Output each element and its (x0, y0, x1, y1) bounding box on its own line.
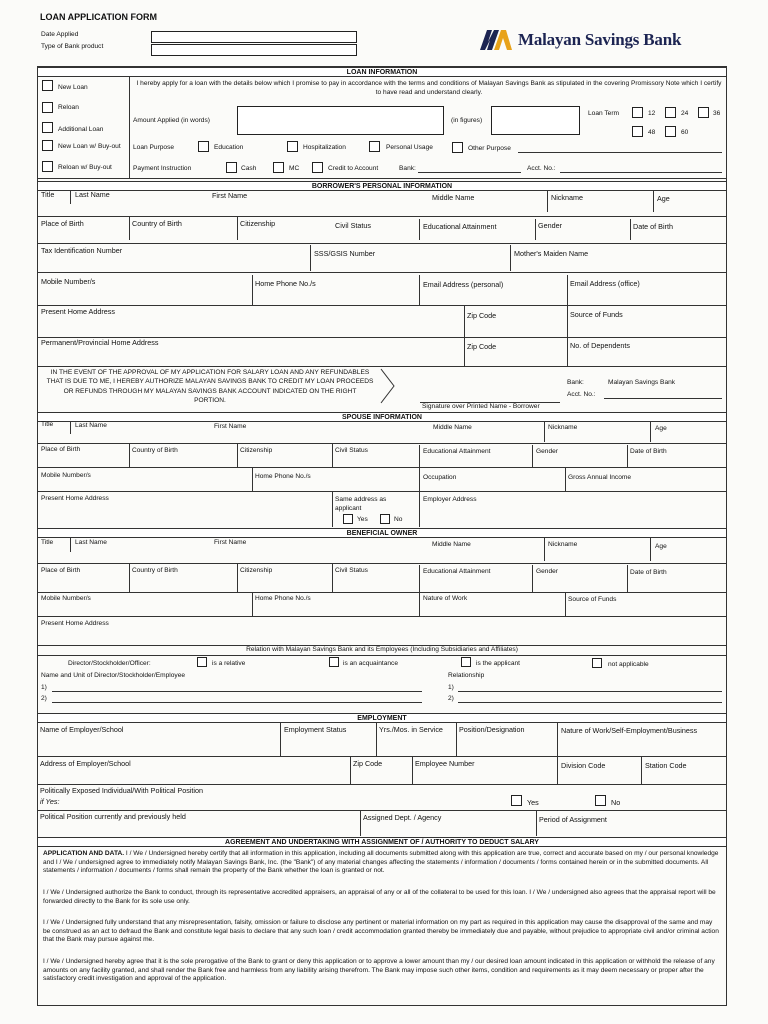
payment-bank-line[interactable] (418, 172, 521, 173)
purpose-hospitalization-checkbox[interactable] (287, 141, 298, 152)
divider (567, 275, 568, 305)
borrower-sss: SSS/GSIS Number (314, 249, 376, 258)
reloan-buyout-checkbox[interactable] (42, 161, 53, 172)
beneficial-citizenship: Citizenship (240, 567, 273, 574)
agreement-p1-heading: APPLICATION AND DATA. (43, 850, 125, 857)
agreement-paragraph-3: I / We / Undersigned fully understand that any misrepresentation, falsity, omission or failure to disclose any pertinent or material information on my part as required in this application may cause the disapproval of the same and may be construed as an act to defraud the Bank and constitute legal basis to declare that any such loan / credit accommodation granted thereby be immediately due and payable, without prejudice to appropriate civil and/or criminal action that the Bank may pursue against me. (43, 919, 719, 944)
divider (627, 565, 628, 592)
applicant-checkbox[interactable] (461, 657, 471, 667)
divider (510, 245, 511, 271)
authorization-text (40, 368, 380, 405)
borrower-place-birth: Place of Birth (41, 219, 84, 228)
borrower-education: Educational Attainment (423, 222, 497, 231)
beneficial-country-birth: Country of Birth (132, 567, 178, 574)
divider (376, 723, 377, 756)
form-title: LOAN APPLICATION FORM (40, 12, 157, 22)
payment-mc-checkbox[interactable] (273, 162, 284, 173)
borrower-present-address: Present Home Address (41, 307, 115, 316)
date-applied-field[interactable] (151, 31, 357, 43)
borrower-permanent-address: Permanent/Provincial Home Address (41, 338, 159, 347)
spouse-country-birth: Country of Birth (132, 447, 178, 454)
signature-label: Signature over Printed Name - Borrower (422, 403, 540, 410)
payment-acct-label: Acct. No.: (527, 165, 556, 172)
divider (129, 216, 130, 240)
divider (70, 191, 71, 204)
borrower-first-name: First Name (212, 191, 248, 200)
beneficial-first-name: First Name (214, 539, 247, 546)
borrower-date-birth: Date of Birth (633, 222, 673, 231)
divider (567, 306, 568, 337)
auth-acct-label: Acct. No.: (567, 391, 596, 398)
divider (544, 422, 545, 442)
additional-loan-label: Additional Loan (58, 126, 104, 133)
director-label: Director/Stockholder/Officer: (68, 660, 151, 667)
divider (252, 275, 253, 305)
term-60-checkbox[interactable] (665, 126, 676, 137)
authorization-line: PORTION. (194, 396, 226, 404)
divider (38, 491, 726, 492)
spouse-same-address: Same address as (335, 496, 387, 503)
divider (38, 443, 726, 444)
term-12-checkbox[interactable] (632, 107, 643, 118)
division-code: Division Code (561, 761, 606, 770)
date-applied-label: Date Applied (41, 31, 79, 38)
payment-credit-label: Credit to Account (328, 165, 379, 172)
loan-info-header: LOAN INFORMATION (38, 67, 726, 77)
divider (412, 756, 413, 784)
divider (544, 538, 545, 561)
beneficial-last-name: Last Name (75, 539, 107, 546)
spouse-same-yes-checkbox[interactable] (343, 514, 353, 524)
divider (464, 306, 465, 337)
divider (464, 338, 465, 366)
spouse-last-name: Last Name (75, 422, 107, 429)
divider (310, 245, 311, 271)
borrower-header: BORROWER'S PERSONAL INFORMATION (38, 181, 726, 191)
divider (360, 810, 361, 836)
amount-figures-field[interactable] (491, 106, 580, 135)
divider (535, 219, 536, 240)
spouse-mobile: Mobile Number/s (41, 472, 91, 479)
borrower-email-office: Email Address (office) (570, 279, 640, 288)
divider (38, 563, 726, 564)
bracket-arrow-icon (380, 368, 396, 404)
divider (532, 445, 533, 467)
amount-words-label: Amount Applied (in words) (133, 117, 210, 124)
borrower-source-funds: Source of Funds (570, 310, 623, 319)
relation-header: Relation with Malayan Savings Bank and its Employees (Including Subsidiaries and Affiliates) (246, 646, 518, 653)
spouse-header: SPOUSE INFORMATION (38, 412, 726, 422)
purpose-education-label: Education (214, 144, 244, 151)
borrower-citizenship: Citizenship (240, 219, 276, 228)
divider (38, 810, 726, 811)
beneficial-present-address: Present Home Address (41, 620, 109, 627)
payment-instruction-label: Payment Instruction (133, 165, 192, 172)
agreement-paragraph-2: I / We / Undersigned authorize the Bank to conduct, through its representative accredited appraisers, an appraisal of any or all of the collateral to be used for this loan. I / We / undersigned also agrees that the appraisal report will be forwarded directly to the Bank for its sole use only. (43, 889, 716, 905)
relation-number-1: 1) (41, 684, 47, 691)
pep-if-yes: if Yes: (40, 797, 60, 806)
spouse-gender: Gender (536, 448, 558, 455)
employment-status: Employment Status (284, 725, 347, 734)
spouse-citizenship: Citizenship (240, 447, 273, 454)
divider (252, 468, 253, 491)
spouse-income: Gross Annual Income (568, 474, 632, 481)
purpose-hospitalization-label: Hospitalization (303, 144, 346, 151)
borrower-email-personal: Email Address (personal) (423, 280, 504, 289)
spouse-occupation: Occupation (423, 474, 457, 481)
employer-name: Name of Employer/School (40, 725, 124, 734)
divider (332, 491, 333, 527)
divider (38, 305, 726, 306)
divider (38, 178, 726, 179)
relative-checkbox[interactable] (197, 657, 207, 667)
spouse-date-birth: Date of Birth (630, 448, 667, 455)
divider (38, 243, 726, 244)
position: Position/Designation (459, 725, 525, 734)
spouse-home-phone: Home Phone No./s (255, 473, 311, 480)
divider (653, 191, 654, 212)
beneficial-source-funds: Source of Funds (568, 596, 617, 603)
new-loan-checkbox[interactable] (42, 80, 53, 91)
divider (129, 77, 130, 178)
divider (38, 655, 726, 656)
nature-work: Nature of Work/Self-Employment/Business (561, 726, 698, 735)
borrower-zip-2: Zip Code (467, 342, 497, 351)
not-applicable-label: not applicable (608, 661, 649, 668)
term-36-checkbox[interactable] (698, 107, 709, 118)
amount-words-field[interactable] (237, 106, 444, 135)
bank-logo (478, 28, 681, 52)
term-24-label: 24 (681, 110, 689, 117)
term-24-checkbox[interactable] (665, 107, 676, 118)
divider (38, 216, 726, 217)
divider (350, 756, 351, 784)
purpose-other-checkbox[interactable] (452, 142, 463, 153)
pep-yes-label: Yes (527, 798, 539, 807)
relationship-number-1: 1) (448, 684, 454, 691)
payment-acct-line[interactable] (560, 172, 722, 173)
spouse-same-no-checkbox[interactable] (380, 514, 390, 524)
loan-purpose-label: Loan Purpose (133, 144, 175, 151)
borrower-tin: Tax Identification Number (41, 246, 123, 255)
spouse-age: Age (655, 425, 667, 432)
relative-label: is a relative (212, 660, 246, 667)
other-purpose-line[interactable] (518, 152, 722, 153)
divider (129, 443, 130, 467)
divider (567, 338, 568, 366)
divider (38, 784, 726, 785)
beneficial-civil-status: Civil Status (335, 567, 368, 574)
beneficial-mobile: Mobile Number/s (41, 595, 91, 602)
borrower-gender: Gender (538, 221, 562, 230)
divider (38, 592, 726, 593)
term-60-label: 60 (681, 129, 689, 136)
divider (627, 445, 628, 467)
term-48-checkbox[interactable] (632, 126, 643, 137)
employer-zip: Zip Code (353, 759, 383, 768)
relation-name-line-2[interactable] (52, 702, 422, 703)
beneficial-gender: Gender (536, 568, 558, 575)
pep-no-checkbox[interactable] (595, 795, 606, 806)
purpose-personal-label: Personal Usage (386, 144, 433, 151)
divider (419, 468, 420, 491)
divider (419, 592, 420, 616)
borrower-civil-status: Civil Status (335, 221, 371, 230)
period-assignment: Period of Assignment (539, 815, 607, 824)
loan-term-label: Loan Term (588, 110, 620, 117)
payment-mc-label: MC (289, 165, 300, 172)
divider (419, 445, 420, 467)
station-code: Station Code (645, 761, 687, 770)
bank-name: Malayan Savings Bank (518, 30, 682, 49)
divider (419, 275, 420, 305)
relationship-line-2[interactable] (458, 702, 722, 703)
bank-product-field[interactable] (151, 44, 357, 56)
divider (419, 491, 420, 527)
borrower-zip-1: Zip Code (467, 311, 497, 320)
new-loan-label: New Loan (58, 84, 88, 91)
divider (70, 538, 71, 552)
new-loan-buyout-label: New Loan w/ Buy-out (58, 143, 121, 150)
bank-product-label: Type of Bank product (41, 43, 104, 50)
auth-acct-line[interactable] (604, 398, 722, 399)
reloan-checkbox[interactable] (42, 102, 53, 113)
divider (650, 422, 651, 442)
divider (557, 723, 558, 756)
divider (565, 592, 566, 616)
beneficial-nickname: Nickname (548, 541, 578, 548)
divider (641, 756, 642, 784)
beneficial-header: BENEFICIAL OWNER (38, 528, 726, 538)
reloan-buyout-label: Reloan w/ Buy-out (58, 164, 112, 171)
term-12-label: 12 (648, 110, 656, 117)
divider (419, 565, 420, 592)
spouse-nickname: Nickname (548, 424, 578, 431)
term-48-label: 48 (648, 129, 656, 136)
new-loan-buyout-checkbox[interactable] (42, 140, 53, 151)
beneficial-title: Title (41, 539, 54, 546)
authorization-line: THAT IS DUE TO ME, I HEREBY AUTHORIZE MALAYAN SAVINGS BANK TO CREDIT MY LOAN PROCEEDS (46, 378, 374, 386)
divider (38, 366, 726, 367)
purpose-other-label: Other Purpose (468, 145, 511, 152)
divider (129, 563, 130, 592)
pep-yes-checkbox[interactable] (511, 795, 522, 806)
assigned-dept: Assigned Dept. / Agency (363, 813, 442, 822)
borrower-nickname: Nickname (551, 193, 583, 202)
divider (419, 219, 420, 240)
divider (38, 272, 726, 273)
purpose-personal-checkbox[interactable] (369, 141, 380, 152)
payment-bank-label: Bank: (399, 165, 416, 172)
auth-bank-label: Bank: (567, 379, 584, 386)
divider (38, 756, 726, 757)
divider (237, 443, 238, 467)
agreement-paragraph-4: I / We / Undersigned hereby agree that it is the sole prerogative of the Bank to grant or deny this application or to approve a lower amount than my / our desired loan amount indicated in this application or withhold the release of any amounts on any facility granted, and shall render the Bank free and harmless from any liability arising therefrom. The Bank may impose such other items, condition and requirements as it may deem necessary or proper after the satisfactory credit investigation and approval of the application. (43, 958, 715, 983)
divider (38, 467, 726, 468)
borrower-last-name: Last Name (75, 190, 110, 199)
borrower-middle-name: Middle Name (432, 193, 475, 202)
beneficial-middle-name: Middle Name (432, 541, 471, 548)
spouse-place-birth: Place of Birth (41, 446, 81, 453)
divider (532, 565, 533, 592)
relationship-label: Relationship (448, 672, 485, 679)
spouse-title: Title (41, 421, 54, 428)
borrower-mobile: Mobile Number/s (41, 277, 96, 286)
pep-label: Politically Exposed Individual/With Political Position (40, 786, 203, 795)
beneficial-place-birth: Place of Birth (41, 567, 81, 574)
spouse-present-address: Present Home Address (41, 495, 109, 502)
relation-name-line-1[interactable] (52, 691, 422, 692)
divider (280, 723, 281, 756)
bank-logo-icon (478, 28, 514, 52)
divider (565, 468, 566, 491)
borrower-maiden: Mother's Maiden Name (514, 249, 589, 258)
acquaintance-checkbox[interactable] (329, 657, 339, 667)
acquaintance-label: is an acquaintance (343, 660, 398, 667)
payment-credit-checkbox[interactable] (312, 162, 323, 173)
borrower-dependents: No. of Dependents (570, 341, 630, 350)
divider (456, 723, 457, 756)
relation-number-2: 2) (41, 695, 47, 702)
pep-no-label: No (611, 798, 621, 807)
beneficial-date-birth: Date of Birth (630, 569, 667, 576)
borrower-title: Title (41, 190, 55, 199)
divider (332, 443, 333, 467)
political-position: Political Position currently and previously held (40, 812, 186, 821)
divider (70, 422, 71, 434)
spouse-employer-address: Employer Address (423, 496, 477, 503)
authorization-line: IN THE EVENT OF THE APPROVAL OF MY APPLICATION FOR SALARY LOAN AND ANY REFUNDABLES (50, 369, 370, 376)
payment-cash-label: Cash (241, 165, 257, 172)
divider (252, 592, 253, 616)
agreement-paragraph-1 (43, 850, 721, 876)
spouse-applicant: applicant (335, 505, 362, 512)
divider (332, 563, 333, 592)
divider (237, 563, 238, 592)
divider (38, 616, 726, 617)
auth-bank-value: Malayan Savings Bank (608, 379, 676, 386)
not-applicable-checkbox[interactable] (592, 658, 602, 668)
relationship-number-2: 2) (448, 695, 454, 702)
beneficial-age: Age (655, 543, 667, 550)
in-figures-label: (in figures) (451, 117, 483, 124)
spouse-education: Educational Attainment (423, 448, 491, 455)
purpose-education-checkbox[interactable] (198, 141, 209, 152)
employee-number: Employee Number (415, 759, 475, 768)
reloan-label: Reloan (58, 104, 79, 111)
agreement-p1-text: I / We / Undersigned hereby certify that all information in this application, including all documents submitted along with this application are true, correct and accurate based on my / our personal knowledge and I / We / undersigned agree to immediately notify Malayan Savings Bank, Inc. (the "Bank") of any material changes affecting the statements / information / documents / forms contained herein or in the submitted documents. All statements / information / documents / forms shall remain the property of the Bank whether the loan is granted or not. (43, 850, 719, 875)
spouse-first-name: First Name (214, 423, 247, 430)
term-36-label: 36 (713, 110, 721, 117)
divider (237, 216, 238, 240)
authorization-line: OR REFUNDS THROUGH MY MALAYAN SAVINGS BANK ACCOUNT INDICATED ON THE RIGHT (63, 387, 357, 395)
employer-address: Address of Employer/School (40, 759, 131, 768)
divider (630, 219, 631, 240)
beneficial-home-phone: Home Phone No./s (255, 595, 311, 602)
spouse-middle-name: Middle Name (433, 424, 472, 431)
additional-loan-checkbox[interactable] (42, 122, 53, 133)
beneficial-education: Educational Attainment (423, 568, 491, 575)
borrower-age: Age (657, 194, 670, 203)
divider (536, 810, 537, 836)
agreement-header: AGREEMENT AND UNDERTAKING WITH ASSIGNMENT OF / AUTHORITY TO DEDUCT SALARY (38, 837, 726, 847)
beneficial-nature-work: Nature of Work (423, 595, 468, 602)
borrower-country-birth: Country of Birth (132, 219, 182, 228)
payment-cash-checkbox[interactable] (226, 162, 237, 173)
borrower-home-phone: Home Phone No./s (255, 279, 316, 288)
divider (547, 191, 548, 212)
employment-header: EMPLOYMENT (38, 713, 726, 723)
spouse-same-yes-label: Yes (357, 516, 368, 523)
years-service: Yrs./Mos. in Service (379, 725, 443, 734)
divider (557, 756, 558, 784)
divider (650, 538, 651, 561)
relationship-line-1[interactable] (458, 691, 722, 692)
name-unit-label: Name and Unit of Director/Stockholder/Employee (41, 672, 186, 679)
applicant-label: is the applicant (476, 660, 520, 667)
spouse-same-no-label: No (394, 516, 403, 523)
loan-statement: I hereby apply for a loan with the details below which I promise to pay in accordance with the terms and conditions of Malayan Savings Bank as stipulated in the covering Promissory Note which I certify to have read and understand clearly. (136, 80, 722, 96)
spouse-civil-status: Civil Status (335, 447, 368, 454)
